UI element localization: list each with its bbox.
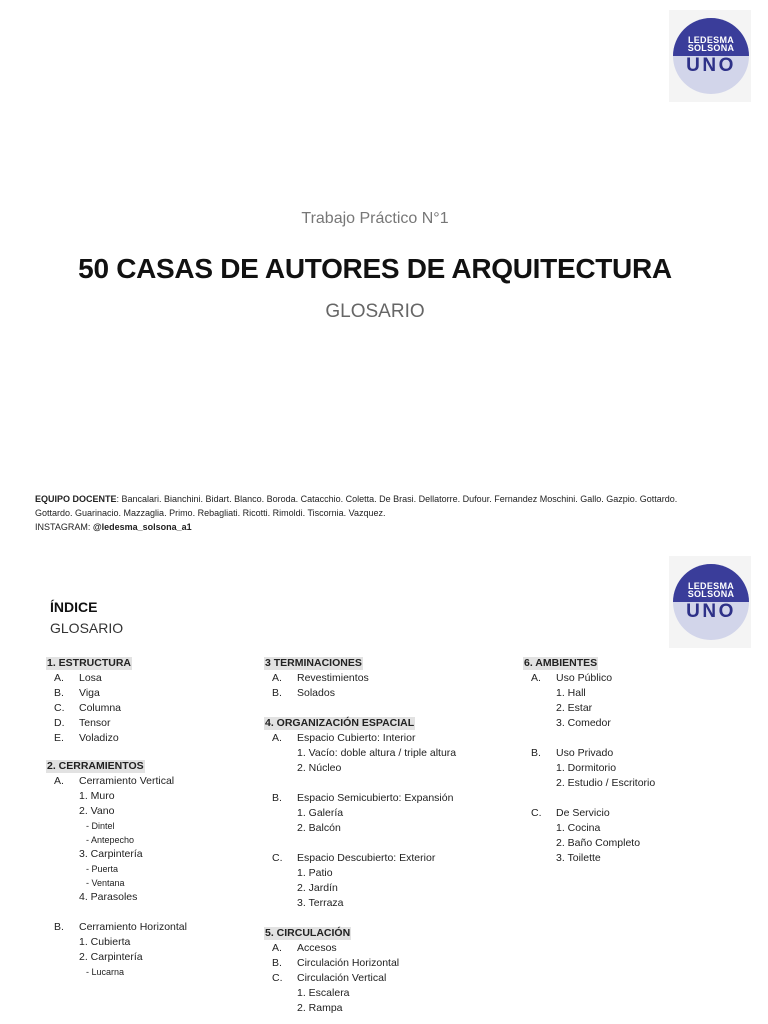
item-letter: C. xyxy=(531,807,542,819)
subsubitem-label: - Ventana xyxy=(86,878,125,888)
item-label: Columna xyxy=(79,702,122,714)
list-subitem xyxy=(264,746,514,761)
subitem-label: 4. Parasoles xyxy=(79,891,138,903)
list-subitem xyxy=(46,935,256,950)
section-title-ambientes: 6. AMBIENTES xyxy=(524,657,598,669)
logo-line2: SOLSONA xyxy=(687,43,735,53)
list-subitem xyxy=(264,866,514,881)
subitem-label: 1. Galería xyxy=(297,807,344,819)
item-label: Voladizo xyxy=(79,732,119,744)
ledesma-solsona-uno-logo xyxy=(673,18,749,94)
list-item xyxy=(264,791,514,806)
subsubitem-label: - Lucarna xyxy=(86,967,125,977)
subsubitem-label: - Puerta xyxy=(86,864,119,874)
list-subitem xyxy=(264,881,514,896)
list-item xyxy=(46,671,256,686)
item-label: Espacio Descubierto: Exterior xyxy=(297,852,436,864)
logo-badge xyxy=(669,10,751,102)
item-letter: B. xyxy=(272,687,282,699)
item-label: Losa xyxy=(79,672,102,684)
item-letter: B. xyxy=(272,957,282,969)
section-title-organizacion-espacial: 4. ORGANIZACIÓN ESPACIAL xyxy=(265,717,415,729)
list-subitem xyxy=(46,804,256,819)
instagram-line xyxy=(35,520,735,534)
list-item xyxy=(264,686,514,701)
section-title-terminaciones: 3 TERMINACIONES xyxy=(265,657,362,669)
document-title: 50 CASAS DE AUTORES DE ARQUITECTURA xyxy=(78,253,672,284)
list-item xyxy=(264,851,514,866)
item-label: Circulación Horizontal xyxy=(297,957,400,969)
subitem-label: 1. Hall xyxy=(556,687,586,699)
logo-badge xyxy=(669,556,751,648)
subitem-label: 1. Escalera xyxy=(297,987,350,999)
list-item xyxy=(523,671,753,686)
item-letter: A. xyxy=(531,672,541,684)
subitem-label: 2. Baño Completo xyxy=(556,837,641,849)
credits-line-2: Gottardo. Guarinacio. Mazzaglia. Primo. Rebagliati. Ricotti. Rimoldi. Tiscornia. Vazquez. xyxy=(35,508,386,518)
list-item xyxy=(264,971,514,986)
section-title-estructura: 1. ESTRUCTURA xyxy=(47,657,132,669)
item-label: Accesos xyxy=(297,942,337,954)
list-subitem xyxy=(264,761,514,776)
list-subitem xyxy=(46,950,256,965)
item-letter: C. xyxy=(54,702,65,714)
section-title-cerramientos: 2. CERRAMIENTOS xyxy=(47,760,144,772)
subitem-label: 3. Terraza xyxy=(297,897,344,909)
list-subsubitem xyxy=(46,833,256,847)
list-subitem xyxy=(46,847,256,862)
item-letter: C. xyxy=(272,972,283,984)
item-letter: E. xyxy=(54,732,64,744)
subitem-label: 1. Muro xyxy=(79,790,115,802)
section-heading: GLOSARIO xyxy=(325,301,425,322)
subitem-label: 1. Dormitorio xyxy=(556,762,617,774)
list-subitem xyxy=(523,686,753,701)
ledesma-solsona-uno-logo xyxy=(673,564,749,640)
item-letter: A. xyxy=(272,672,282,684)
item-letter: D. xyxy=(54,717,65,729)
subitem-label: 1. Vacío: doble altura / triple altura xyxy=(297,747,457,759)
subitem-label: 1. Cocina xyxy=(556,822,601,834)
list-subitem xyxy=(264,821,514,836)
list-item xyxy=(264,731,514,746)
subitem-label: 2. Balcón xyxy=(297,822,341,834)
list-subitem xyxy=(523,821,753,836)
item-letter: B. xyxy=(54,687,64,699)
item-letter: B. xyxy=(54,921,64,933)
list-subitem xyxy=(264,986,514,1001)
list-item xyxy=(523,746,753,761)
subitem-label: 2. Estudio / Escritorio xyxy=(556,777,656,789)
subitem-label: 1. Patio xyxy=(297,867,333,879)
instagram-label: INSTAGRAM: xyxy=(35,522,93,532)
subsubitem-label: - Antepecho xyxy=(86,835,135,845)
list-item xyxy=(46,701,256,716)
item-label: Espacio Semicubierto: Expansión xyxy=(297,792,454,804)
subitem-label: 2. Núcleo xyxy=(297,762,342,774)
list-subitem xyxy=(523,836,753,851)
list-item xyxy=(264,941,514,956)
item-letter: A. xyxy=(272,732,282,744)
assignment-subtitle: Trabajo Práctico N°1 xyxy=(301,210,449,227)
item-label: Tensor xyxy=(79,717,111,729)
subitem-label: 1. Cubierta xyxy=(79,936,131,948)
list-item xyxy=(264,956,514,971)
index-column-2 xyxy=(264,656,514,1016)
list-subsubitem xyxy=(46,819,256,833)
list-subitem xyxy=(523,761,753,776)
item-letter: A. xyxy=(272,942,282,954)
logo-line3: UNO xyxy=(686,601,736,622)
item-label: De Servicio xyxy=(556,807,610,819)
list-subitem xyxy=(523,701,753,716)
list-subsubitem xyxy=(46,862,256,876)
list-item xyxy=(46,774,256,789)
logo-line3: UNO xyxy=(686,55,736,76)
index-column-1 xyxy=(46,656,256,979)
item-label: Revestimientos xyxy=(297,672,369,684)
list-item xyxy=(46,686,256,701)
list-subitem xyxy=(523,776,753,791)
subitem-label: 3. Toilette xyxy=(556,852,601,864)
index-page xyxy=(0,548,768,1024)
item-label: Uso Privado xyxy=(556,747,614,759)
subitem-label: 2. Carpintería xyxy=(79,951,143,963)
list-subitem xyxy=(46,890,256,905)
credits-line-1 xyxy=(35,492,735,506)
item-label: Cerramiento Vertical xyxy=(79,775,175,787)
list-item xyxy=(46,716,256,731)
list-subitem xyxy=(264,896,514,911)
list-item xyxy=(264,671,514,686)
index-title: ÍNDICE xyxy=(50,599,98,615)
list-item xyxy=(523,806,753,821)
logo-line2: SOLSONA xyxy=(687,589,735,599)
subitem-label: 3. Carpintería xyxy=(79,848,143,860)
credits-label: EQUIPO DOCENTE xyxy=(35,494,117,504)
credits-block xyxy=(35,492,735,534)
list-item xyxy=(46,920,256,935)
list-subsubitem xyxy=(46,965,256,979)
item-letter: C. xyxy=(272,852,283,864)
list-subitem xyxy=(264,806,514,821)
instagram-handle[interactable]: @ledesma_solsona_a1 xyxy=(92,522,192,532)
item-letter: B. xyxy=(272,792,282,804)
subitem-label: 3. Comedor xyxy=(556,717,611,729)
list-item xyxy=(46,731,256,746)
subitem-label: 2. Jardín xyxy=(297,882,338,894)
subitem-label: 2. Estar xyxy=(556,702,593,714)
list-subitem xyxy=(46,789,256,804)
item-label: Cerramiento Horizontal xyxy=(79,921,187,933)
list-subitem xyxy=(264,1001,514,1016)
subsubitem-label: - Dintel xyxy=(86,821,115,831)
index-subtitle: GLOSARIO xyxy=(50,620,124,636)
list-subsubitem xyxy=(46,876,256,890)
item-label: Espacio Cubierto: Interior xyxy=(297,732,416,744)
section-title-circulacion: 5. CIRCULACIÓN xyxy=(265,927,351,939)
item-letter: A. xyxy=(54,672,64,684)
item-label: Solados xyxy=(297,687,335,699)
subitem-label: 2. Rampa xyxy=(297,1002,343,1014)
subitem-label: 2. Vano xyxy=(79,805,115,817)
item-letter: B. xyxy=(531,747,541,759)
logo-line1: LEDESMA xyxy=(687,581,735,591)
logo-line1: LEDESMA xyxy=(687,35,735,45)
credits-names-1: : Bancalari. Bianchini. Bidart. Blanco. Boroda. Catacchio. Coletta. De Brasi. Dellatorre. Dufour. Fernandez Moschini. Gallo. Gazpio. Gottardo. xyxy=(116,494,678,504)
list-subitem xyxy=(523,851,753,866)
item-letter: A. xyxy=(54,775,64,787)
item-label: Circulación Vertical xyxy=(297,972,387,984)
item-label: Viga xyxy=(79,687,100,699)
list-subitem xyxy=(523,716,753,731)
item-label: Uso Público xyxy=(556,672,613,684)
index-column-3 xyxy=(523,656,753,866)
